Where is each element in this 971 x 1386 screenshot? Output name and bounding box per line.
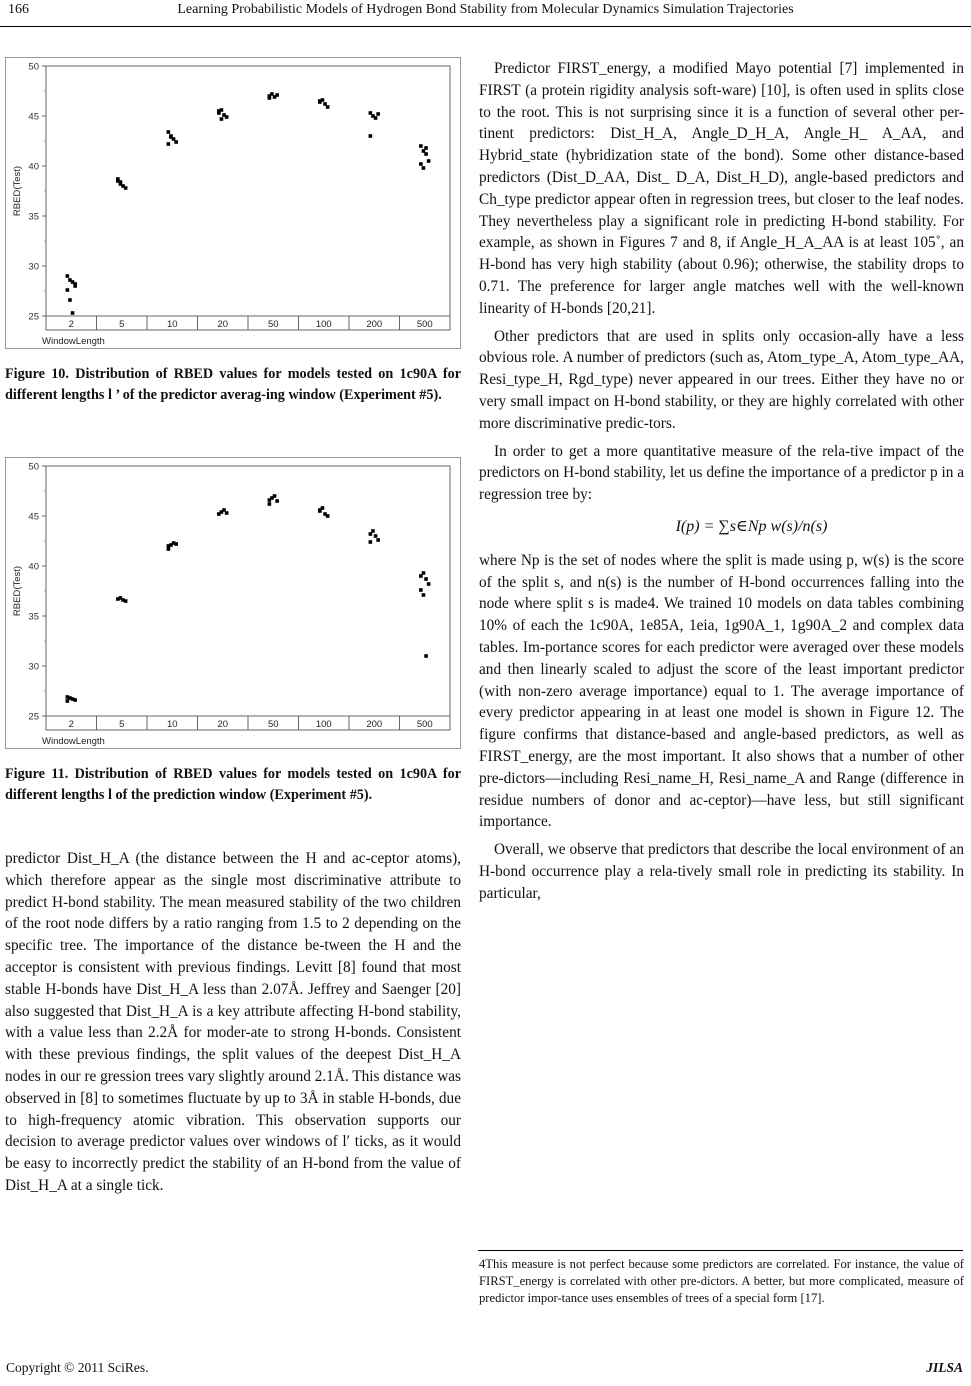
fig11-data-point [73, 698, 77, 702]
fig11-data-point [424, 577, 428, 581]
y-tick-label: 50 [28, 61, 39, 73]
fig11-data-point [422, 571, 426, 575]
x-category-label: 50 [267, 719, 279, 730]
journal-name: JILSA [926, 1360, 963, 1375]
x-category-label: 5 [119, 319, 125, 330]
fig10-data-point [66, 274, 70, 278]
y-tick-label: 25 [28, 311, 39, 323]
fig10-data-point [119, 180, 123, 184]
paragraph: Other predictors that are used in splits only occasion-ally have a less obvious role. A number of predictors (such as, Atom_type_A, Atom_type_AA, Resi_type_H, Rgd_type) never appeared in our trees. Either they have no or very small impact on H-bond stability, or they are highly correlated with other more discriminative predic-tors. [479, 327, 964, 432]
x-category-label: 2 [68, 719, 74, 730]
figure-10-chart [6, 58, 460, 348]
fig10-data-point [167, 130, 171, 134]
fig11-data-point [268, 502, 272, 506]
x-category-label: 500 [416, 719, 433, 730]
y-tick-label: 35 [28, 611, 39, 623]
fig11-data-point [124, 599, 128, 603]
running-title: Learning Probabilistic Models of Hydrogen Bond Stability from Molecular Dynamics Simulation Trajectories [177, 2, 794, 17]
fig10-data-point [124, 186, 128, 190]
fig11-data-point [422, 593, 426, 597]
fig11-data-point [273, 494, 277, 498]
fig11-data-point [174, 542, 178, 546]
y-tick-label: 50 [28, 461, 39, 473]
x-category-label: 10 [166, 719, 178, 730]
plot-frame [46, 466, 450, 730]
fig11-data-point [419, 588, 423, 592]
fig10-data-point [268, 96, 272, 100]
fig10-data-point [217, 109, 221, 113]
fig11-data-point [424, 654, 428, 658]
footnote-rule [478, 1250, 963, 1251]
y-tick-label: 35 [28, 211, 39, 223]
y-tick-label: 30 [28, 261, 39, 273]
y-axis-label: RBED(Test) [12, 165, 23, 217]
fig10-data-point [422, 166, 426, 170]
fig10-data-point [169, 135, 173, 139]
figure-10-caption: Figure 10. Distribution of RBED values for models tested on 1c90A for different lengths l ’ of the predictor averag-ing window (Experiment #5). [5, 366, 461, 403]
y-axis-label: RBED(Test) [12, 565, 23, 617]
fig10-data-point [374, 116, 378, 120]
fig11-data-point [427, 582, 431, 586]
fig11-data-point [376, 538, 380, 542]
fig10-data-point [174, 140, 178, 144]
y-tick-label: 40 [28, 561, 39, 573]
page-header [0, 0, 971, 30]
paragraph: predictor Dist_H_A (the distance between the H and ac-ceptor atoms), which therefore appear as the single most discriminative attribute to predict H-bond stability. The mean measured stability of the two children of the root node differs by a ratio ranging from 1.5 to 2 depending on the specific tree. The importance of the distance be-tween the H and the acceptor is consistent with previous findings. Levitt [8] found that most stable H-bonds have Dist_H_A less than 2.07Å. Jeffrey and Saenger [20] also suggested that Dist_H_A is a key attribute affecting H-bond stability, with a value less than 2.2Å for moder-ate to strong H-bonds. Consistent with these previous findings, the split values of the deepest Dist_H_A nodes in our re gression trees vary slightly around 2.1Å. This distance was observed in [8] to sometimes fluctuate by up to 3Å in stable H-bonds, due to high-frequency atomic vibration. This observation supports our decision to average predictor values over windows of l′ ticks, as it would be easy to incorrectly predict the stability of an H-bond from the value of Dist_H_A at a single tick. [5, 850, 461, 1194]
figure-11 [5, 457, 461, 749]
paragraph: In order to get a more quantitative measure of the rela-tive impact of the predictors on H-bond stability, let us define the importance of a predictor p in a regression tree by: [479, 442, 964, 504]
fig10-data-point [167, 142, 171, 146]
fig11-data-point [318, 508, 322, 512]
x-category-label: 20 [217, 719, 229, 730]
y-tick-label: 45 [28, 111, 39, 123]
x-category-label: 10 [166, 319, 178, 330]
fig10-data-point [68, 298, 72, 302]
fig10-data-point [71, 311, 75, 315]
fig10-data-point [427, 159, 431, 163]
page-number: 166 [8, 2, 29, 17]
fig11-data-point [369, 540, 373, 544]
fig10-data-point [73, 282, 77, 286]
x-axis-label: WindowLength [42, 336, 105, 347]
fig10-data-point [220, 117, 224, 121]
x-category-label: 100 [315, 719, 332, 730]
x-category-label: 50 [267, 319, 279, 330]
fig10-data-point [66, 288, 70, 292]
fig11-data-point [225, 511, 229, 515]
y-tick-label: 40 [28, 161, 39, 173]
fig10-data-point [424, 152, 428, 156]
x-category-label: 20 [217, 319, 229, 330]
paragraph: where Np is the set of nodes where the split is made using p, w(s) is the score of the split s, and n(s) is the number of H-bond occurrences falling into the node where split s is made4. We trained 10 models on data tables combining 10% of each the 1c90A, 1e85A, 1eia, 1g90A_1, 1g90A_2 and complex data tables. Im-portance scores for each predictor were averaged over these models and then linearly scaled to adjust the score of the least important predictor (with non-zero average importance) equal to 1. The average importance of every predictor appearing in at least one model is shown in Figure 12. The figure confirms that distance-based and angle-based predictors, as well as FIRST_energy, are the most important. It also shows that a number of other pre-dictors—including Resi_name_H, Resi_name_A and Range (difference in residue numbers of donor and ac-ceptor)—have less, but still significant importance. [479, 551, 964, 831]
fig11-data-point [66, 699, 70, 703]
fig10-data-point [326, 105, 330, 109]
paragraph: Predictor FIRST_energy, a modified Mayo potential [7] implemented in FIRST (a protein rigidity analysis soft-ware) [10], is often used in splits close to the root. This is not surprising since it is a function of several other per-tinent predictors: Dist_H_A, Angle_D_H_A, Angle_H_ A_AA, and Hybrid_state (hybridization state of the bond). Some other distance-based predictors (Dist_D_AA, Dist_ D_A, Dist_H_D), angle-based predictors and Ch_type predictor appear often in regression trees, but closer to the leaf nodes. They nevertheless play a significant role in predicting H-bond stability. For example, as shown in Figures 7 and 8, if Angle_H_A_AA is at least 105˚, an H-bond has very high stability (about 0.96); otherwise, the stability drops to 0.71. The preference for larger angle matches well with the well-known linearity of H-bonds [20,21]. [479, 60, 964, 317]
fig10-data-point [318, 100, 322, 104]
copyright: Copyright © 2011 SciRes. [6, 1360, 149, 1375]
x-category-label: 200 [366, 319, 383, 330]
x-category-label: 100 [315, 319, 332, 330]
fig11-data-point [275, 499, 279, 503]
figure-10 [5, 57, 461, 349]
fig10-data-point [424, 146, 428, 150]
fig11-data-point [374, 534, 378, 538]
importance-equation: I(p) = ∑s∈Np w(s)/n(s) [675, 517, 828, 535]
figure-11-caption: Figure 11. Distribution of RBED values for models tested on 1c90A for different lengths l of the prediction window (Experiment #5). [5, 766, 461, 803]
x-axis-label: WindowLength [42, 736, 105, 747]
x-category-label: 200 [366, 719, 383, 730]
fig10-data-point [419, 162, 423, 166]
figure-11-chart [6, 458, 460, 748]
fig11-data-point [326, 514, 330, 518]
y-tick-label: 30 [28, 661, 39, 673]
fig10-data-point [419, 144, 423, 148]
fig11-data-point [371, 529, 375, 533]
fig10-data-point [376, 112, 380, 116]
fig10-data-point [369, 134, 373, 138]
fig11-data-point [167, 544, 171, 548]
y-tick-label: 25 [28, 711, 39, 723]
plot-frame [46, 66, 450, 330]
header-rule [0, 26, 971, 27]
paragraph: Overall, we observe that predictors that describe the local environment of an H-bond occurrence play a rela-tively small role in predicting its stability. In particular, [479, 841, 964, 902]
left-column-text [5, 848, 461, 1197]
footnote: 4This measure is not perfect because some predictors are correlated. For instance, the value of FIRST_energy is correlated with other pre-dictors. A better, but more complicated, measure of predictor impor-tance uses ensembles of trees of a special form [17]. [479, 1257, 964, 1305]
fig10-data-point [225, 115, 229, 119]
x-category-label: 2 [68, 319, 74, 330]
fig10-data-point [275, 93, 279, 97]
right-column-text [479, 58, 964, 904]
x-category-label: 500 [416, 319, 433, 330]
y-tick-label: 45 [28, 511, 39, 523]
x-category-label: 5 [119, 719, 125, 730]
